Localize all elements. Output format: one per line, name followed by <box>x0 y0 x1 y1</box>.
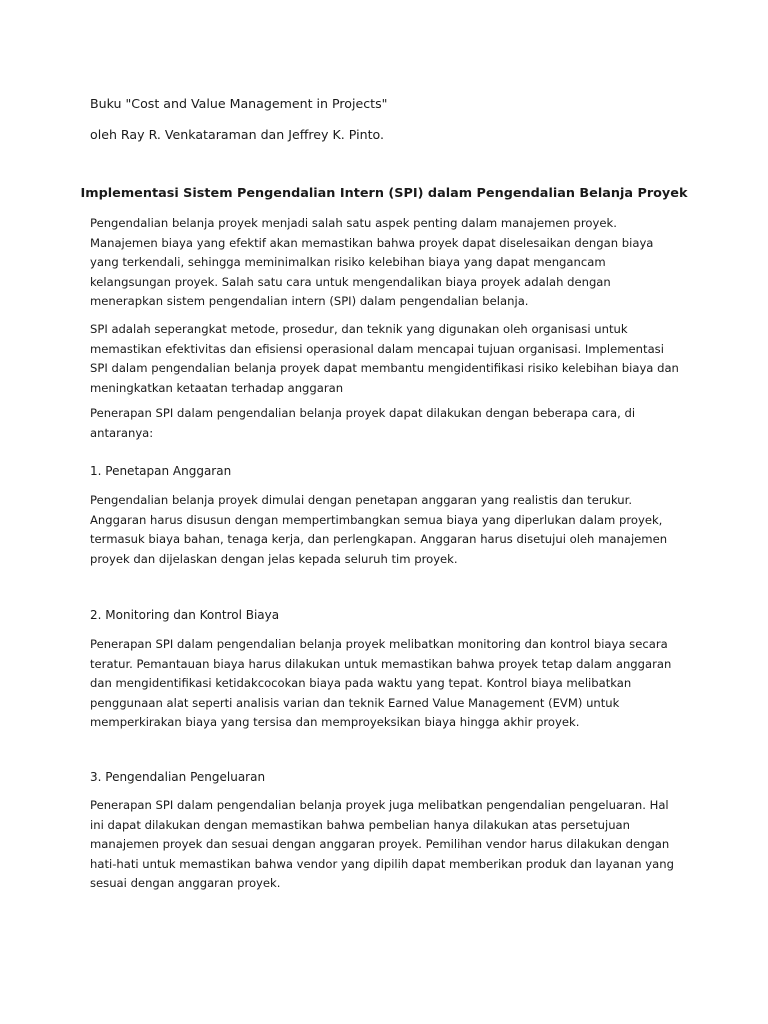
intro-authors: oleh Ray R. Venkataraman dan Jeffrey K. Pinto. <box>90 127 384 142</box>
section-3-body: Penerapan SPI dalam pengendalian belanja proyek juga melibatkan pengendalian pengeluaran. Hal ini dapat dilakukan dengan memastikan bahwa pembelian hanya dilakukan atas persetujuan manajemen proyek dan sesuai dengan anggaran proyek. Pemilihan vendor harus dilakukan dengan hati-hati untuk memastikan bahwa vendor yang dipilih dapat memberikan produk dan layanan yang sesuai dengan anggaran proyek. <box>90 798 674 891</box>
section-1-body: Pengendalian belanja proyek dimulai dengan penetapan anggaran yang realistis dan terukur. Anggaran harus disusun dengan mempertimbangkan semua biaya yang diperlukan dalam proyek, termasuk biaya bahan, tenaga kerja, dan perlengkapan. Anggaran harus disetujui oleh manajemen proyek dan dijelaskan dengan jelas kepada seluruh tim proyek. <box>90 493 668 566</box>
paragraph-spi-definition: SPI adalah seperangkat metode, prosedur, dan teknik yang digunakan oleh organisasi untuk memastikan efektivitas dan efisiensi operasional dalam mencapai tujuan organisasi. Implementasi SPI dalam pengendalian belanja proyek dapat membantu mengidentifikasi risiko kelebihan biaya dan meningkatkan ketaatan terhadap anggaran <box>90 322 679 395</box>
section-1-title: 1. Penetapan Anggaran <box>90 464 232 478</box>
paragraph-methods-lead: Penerapan SPI dalam pengendalian belanja proyek dapat dilakukan dengan beberapa cara, di antaranya: <box>90 406 636 440</box>
document-heading: Implementasi Sistem Pengendalian Intern (SPI) dalam Pengendalian Belanja Proyek <box>80 186 688 201</box>
intro-book-title: Buku "Cost and Value Management in Projects" <box>90 96 388 111</box>
section-2-title: 2. Monitoring dan Kontrol Biaya <box>90 608 280 622</box>
section-3-title: 3. Pengendalian Pengeluaran <box>90 770 266 784</box>
section-2-body: Penerapan SPI dalam pengendalian belanja proyek melibatkan monitoring dan kontrol biaya secara teratur. Pemantauan biaya harus dilakukan untuk memastikan bahwa proyek tetap dalam anggaran dan mengidentifikasi ketidakcocokan biaya pada waktu yang tepat. Kontrol biaya melibatkan penggunaan alat seperti analisis varian dan teknik Earned Value Management (EVM) untuk memperkirakan biaya yang tersisa dan memproyeksikan biaya hingga akhir proyek. <box>90 637 672 730</box>
paragraph-intro: Pengendalian belanja proyek menjadi salah satu aspek penting dalam manajemen proyek. Manajemen biaya yang efektif akan memastikan bahwa proyek dapat diselesaikan dengan biaya yang terkendali, sehingga meminimalkan risiko kelebihan biaya yang dapat mengancam kelangsungan proyek. Salah satu cara untuk mengendalikan biaya proyek adalah dengan menerapkan sistem pengendalian intern (SPI) dalam pengendalian belanja. <box>90 216 654 309</box>
